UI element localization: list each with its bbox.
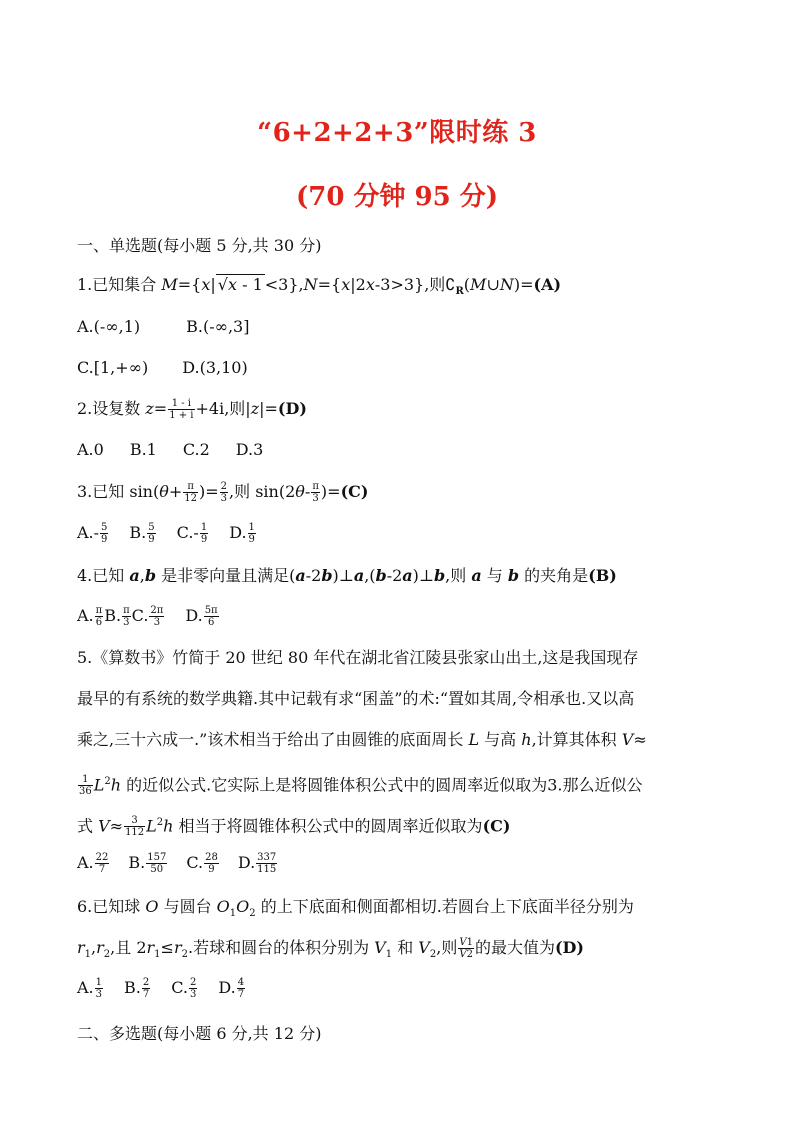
section-heading-multi-choice: 二、多选题(每小题 6 分,共 12 分): [77, 1024, 322, 1043]
question-4-options: A. $\frac{\pi}{6}$ B. $\frac{\pi}{3}$ C. $\frac{2\pi}{3}$ D. $\frac{5\pi}{6}$: [77, 605, 218, 628]
question-5-line-1: 5.《算数书》竹简于 20 世纪 80 年代在湖北省江陵县张家山出土,这是我国现存: [77, 648, 639, 667]
section-heading-single-choice: 一、单选题(每小题 5 分,共 30 分): [77, 236, 322, 255]
question-5-line-2: 最早的有系统的数学典籍.其中记载有求“囷盖”的术:“置如其周,令相承也.又以高: [77, 689, 635, 708]
question-6-answer: (D): [554, 938, 584, 957]
question-2-answer: (D): [277, 399, 307, 418]
question-5-line-3: 乘之,三十六成一.”该术相当于给出了由圆锥的底面周长 L 与高 h,计算其体积 V≈: [77, 730, 647, 749]
option-b: B.(-∞,3]: [186, 317, 250, 336]
question-4-stem: 4.已知 a,b 是非零向量且满足(a-2b)⊥a,(b-2a)⊥b,则 a 与 b 的夹角是(B): [77, 566, 617, 585]
question-3-options: A.- $\frac{5}{9}$ B. $\frac{5}{9}$ C.- $\frac{1}{9}$ D. $\frac{1}{9}$: [77, 522, 255, 545]
question-1-options-2: [77, 358, 248, 378]
question-5-options: A. $\frac{22}{7}$ B. $\frac{157}{50}$ C. $\frac{28}{9}$ D. $\frac{337}{115}$: [77, 852, 277, 875]
option-c: C.[1,+∞): [77, 358, 149, 377]
option-a: A.(-∞,1): [77, 317, 141, 336]
question-1-stem: 1.已知集合 M={x| √x - 1 <3},N={x|2x-3>3},则$∁_R(M\cup N)=(A)$: [77, 275, 562, 298]
question-6-line-1: 6.已知球 O 与圆台 $O_1O_2$ 的上下底面和侧面都相切.若圆台上下底面半径分别为: [77, 897, 634, 920]
question-6-line-2: $r_1,r_2$,且 $2r_1\le r_2$.若球和圆台的体积分别为 $V_1$ 和 $V_2$,则 $\frac{V1}{V2}$ 的最大值为(D): [77, 937, 584, 961]
question-4-answer: (B): [588, 566, 617, 585]
question-1-options: [77, 317, 249, 337]
option-b: B.1: [129, 440, 157, 459]
question-2-options: [77, 440, 263, 460]
question-5-answer: (C): [482, 816, 511, 836]
option-d: D.(3,10): [182, 358, 248, 377]
question-3-stem: 3.已知 sin(θ+ $\frac{\pi}{12}$ )= $\frac{2}{3}$ ,则 sin(2θ- $\frac{\pi}{3}$ )=(C): [77, 481, 369, 504]
question-5-line-4: $\frac{1}{36}$ $L^2h$ 的近似公式.它实际上是将圆锥体积公式中的圆周率近似取为3.那么近似公: [79, 774, 643, 798]
question-5-line-5: 式 V≈ $\frac{3}{112}$ $L^2h$ 相当于将圆锥体积公式中的圆周率近似取为(C): [77, 815, 511, 839]
option-a: A.0: [77, 440, 104, 459]
option-d: D.3: [235, 440, 264, 459]
question-1-answer: (A): [533, 275, 562, 294]
page-subtitle: (70 分钟 95 分): [295, 182, 499, 212]
option-c: C.2: [182, 440, 210, 459]
question-6-options: A. $\frac{1}{3}$ B. $\frac{2}{7}$ C. $\frac{2}{3}$ D. $\frac{4}{7}$: [77, 977, 245, 1000]
question-3-answer: (C): [340, 482, 369, 501]
question-2-stem: 2.设复数 z= $\frac{1 - i}{1 + i}$ +4i,则|z|=(D): [77, 398, 307, 421]
page-title: “6+2+2+3”限时练 3: [257, 118, 537, 148]
